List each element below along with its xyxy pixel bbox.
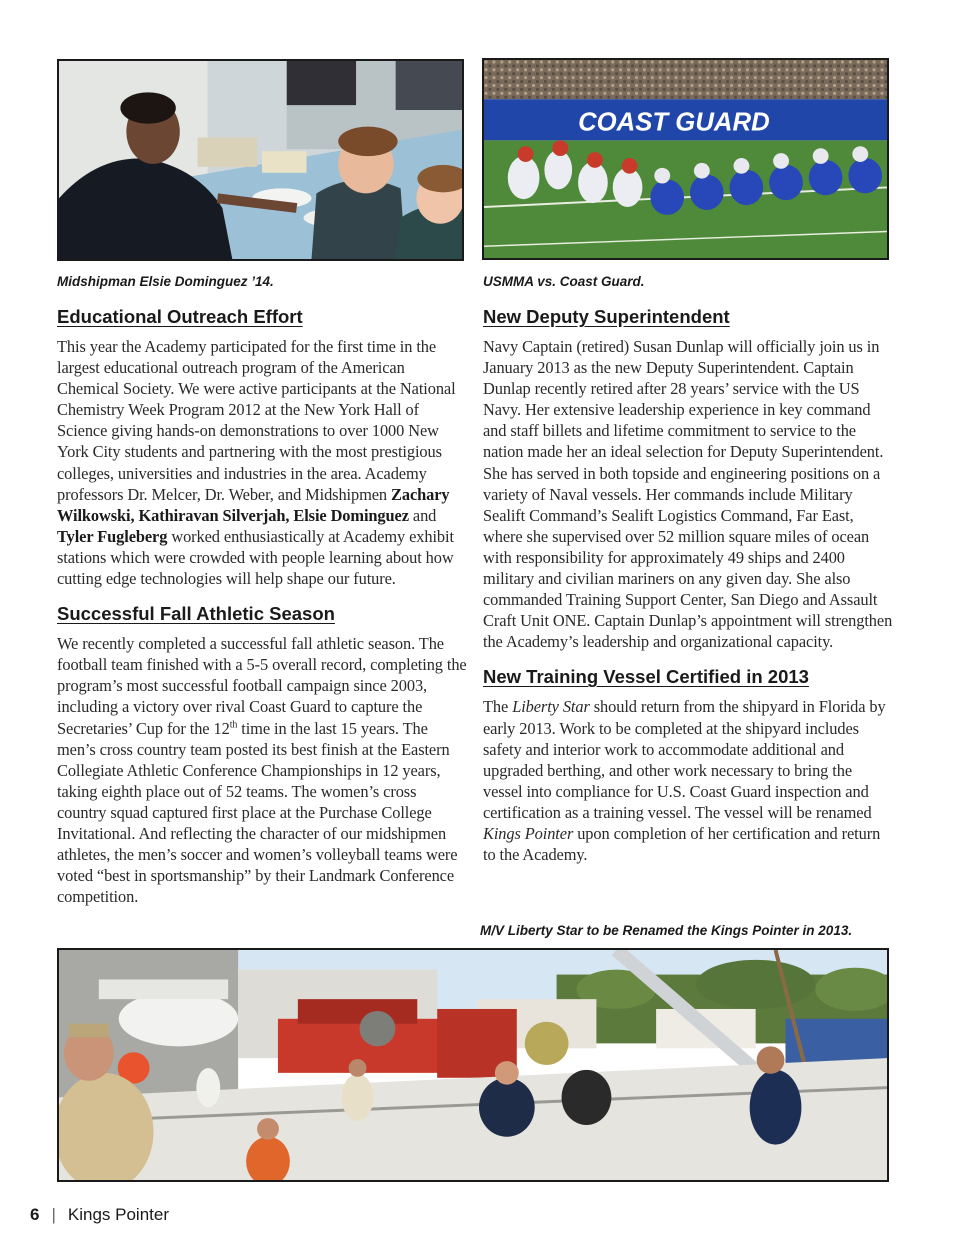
photo-vessel bbox=[57, 948, 889, 1182]
athletics-superscript: th bbox=[229, 719, 238, 731]
caption-outreach-photo: Midshipman Elsie Dominguez ’14. bbox=[57, 274, 274, 289]
heading-outreach: Educational Outreach Effort bbox=[57, 306, 303, 327]
outreach-text-3: worked enthusiastically at Academy exhibit stations which were crowded with people learning about how cutting edge technologies will help shape our future. bbox=[57, 526, 454, 589]
photo-outreach-graphic bbox=[59, 61, 462, 259]
photo-outreach bbox=[57, 59, 464, 261]
heading-athletics: Successful Fall Athletic Season bbox=[57, 603, 335, 625]
photo-football-graphic bbox=[484, 60, 887, 258]
vessel-ship-name-2: Kings Pointer bbox=[483, 823, 574, 843]
heading-vessel: New Training Vessel Certified in 2013 bbox=[483, 666, 809, 688]
footer-separator: | bbox=[51, 1205, 56, 1224]
heading-deputy: New Deputy Superintendent bbox=[483, 306, 730, 327]
photo-football bbox=[482, 58, 889, 260]
athletics-text-1: We recently completed a successful fall athletic season. The football team finished with a 5-5 overall record, completing the program’s most successful football campaign since 2003, including a victory over rival Coast Guard to capture the Secretaries’ Cup for the 12 bbox=[57, 634, 467, 738]
photo-vessel-graphic bbox=[59, 950, 887, 1180]
vessel-text-3: upon completion of her certification and return to the Academy. bbox=[483, 823, 881, 865]
vessel-ship-name-1: Liberty Star bbox=[512, 697, 590, 717]
banner-text: COAST GUARD bbox=[578, 108, 770, 137]
caption-vessel-photo: M/V Liberty Star to be Renamed the Kings Pointer in 2013. bbox=[480, 923, 853, 938]
paragraph-outreach bbox=[57, 336, 467, 589]
page-footer bbox=[30, 1205, 169, 1225]
caption-football-photo: USMMA vs. Coast Guard. bbox=[483, 274, 645, 289]
vessel-text-1: The bbox=[483, 697, 513, 717]
paragraph-vessel bbox=[483, 696, 893, 865]
publication-name: Kings Pointer bbox=[67, 1205, 170, 1224]
outreach-text-2: and bbox=[408, 505, 437, 525]
vessel-text-2: should return from the shipyard in Florida by early 2013. Work to be completed at the shipyard includes safety and interior work to accommodate additional and upgraded berthing, and other work necessary to bring the vessel into compliance for U.S. Coast Guard inspection and certification as a training vessel. The vessel will be renamed bbox=[483, 697, 886, 822]
page-number: 6 bbox=[30, 1205, 40, 1224]
right-column bbox=[483, 306, 893, 865]
outreach-names-1: Zachary Wilkowski, Kathiravan Silverjah, Elsie Dominguez bbox=[57, 484, 450, 525]
outreach-names-2: Tyler Fugleberg bbox=[57, 526, 168, 546]
left-column bbox=[57, 306, 467, 907]
paragraph-deputy: Navy Captain (retired) Susan Dunlap will officially join us in January 2013 as the new Deputy Superintendent. Captain Dunlap recently retired after 28 years’ service with the US Navy. Her extensive leadership experience in key command and staff billets and lifetime commitment to service to the nation made her an ideal selection for Deputy Superintendent. She has served in both topside and engineering positions on a variety of Naval vessels. Her commands include Military Sealift Command’s Sealift Logistics Command, Far East, where she supervised over 52 million square miles of ocean with responsibility for approximately 49 ships and 2400 military and civilian mariners on any given day. She also commanded Training Support Center, San Diego and Assault Craft Unit ONE. Captain Dunlap’s appointment will strengthen the Academy’s leadership and organizational capacity. bbox=[483, 337, 893, 652]
paragraph-athletics bbox=[57, 633, 467, 907]
outreach-text-1: This year the Academy participated for the first time in the largest educational outreach program of the American Chemical Society. We were active participants at the National Chemistry Week Program 2012 at the New York Hall of Science giving hands-on demonstrations to over 1000 New York City students and partnering with the most prestigious colleges, universities and industries in the area. Academy professors Dr. Melcer, Dr. Weber, and Midshipmen bbox=[57, 337, 456, 504]
athletics-text-2: time in the last 15 years. The men’s cross country team posted its best finish at the Eastern Collegiate Athletic Conference Championships in 12 years, taking eighth place out of 52 teams. The women’s cross country squad captured first place at the Purchase College Invitational. And reflecting the character of our midshipmen athletes, the men’s soccer and women’s volleyball teams were voted “best in sportsmanship” by their Landmark Conference competition. bbox=[57, 718, 458, 907]
